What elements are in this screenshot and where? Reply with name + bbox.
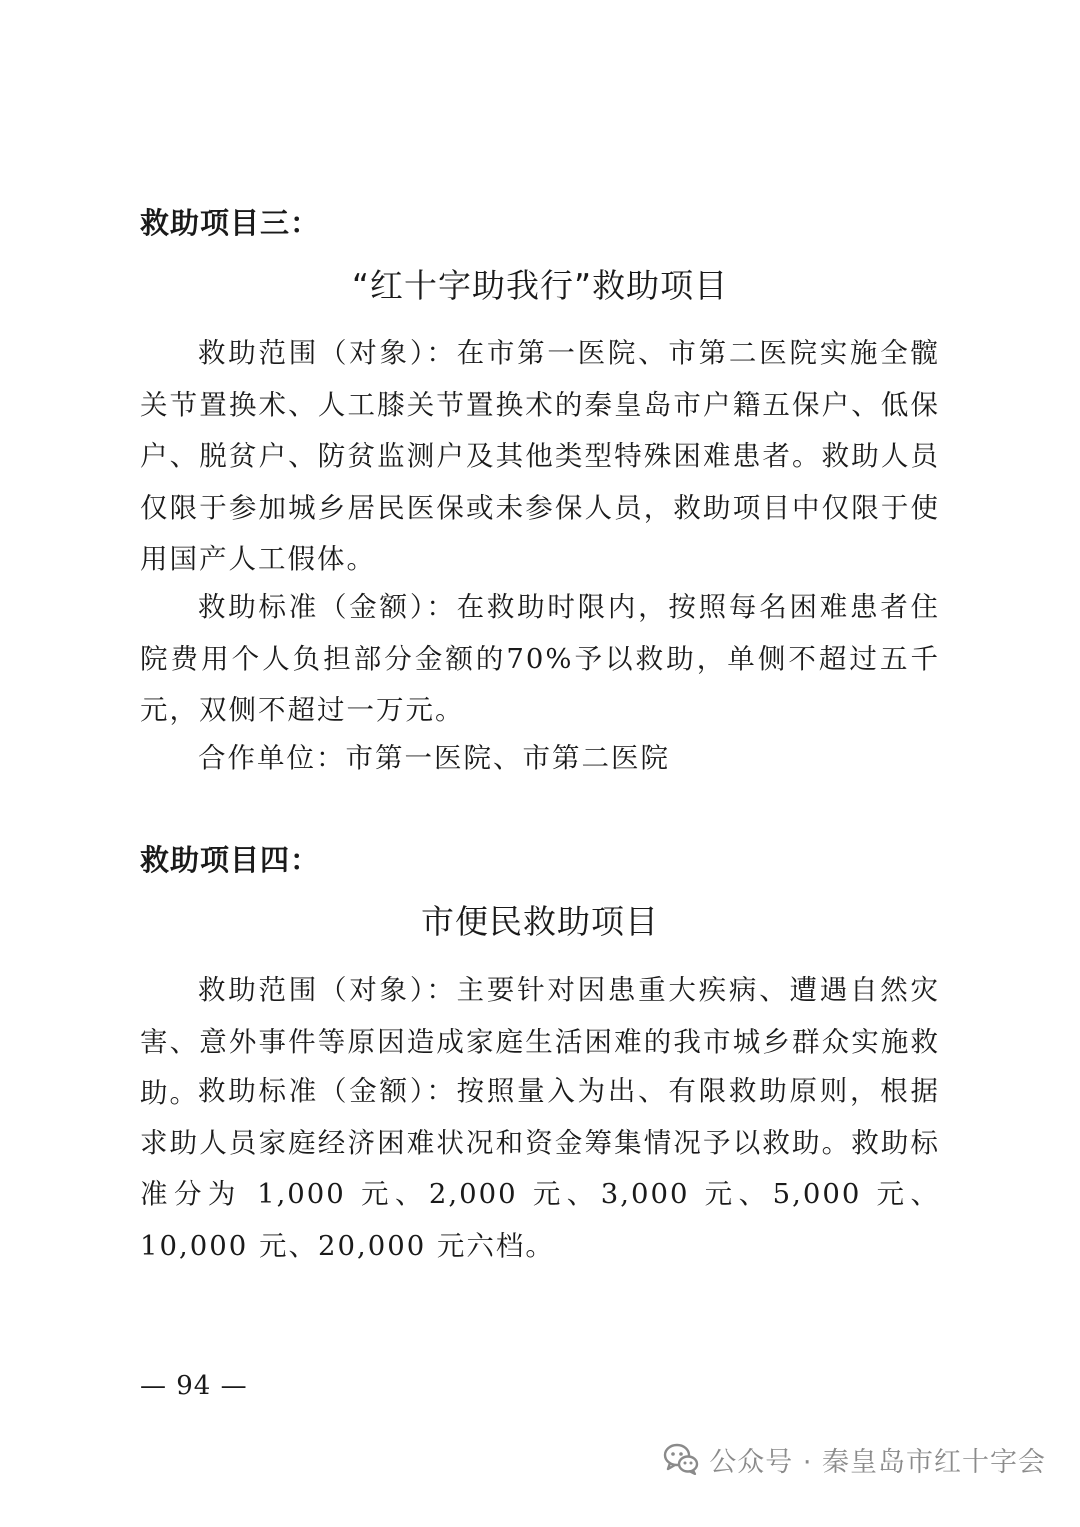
project3-scope: 救助范围（对象）：在市第一医院、市第二医院实施全髋关节置换术、人工膝关节置换术的秦皇岛市户籍五保户、低保户、脱贫户、防贫监测户及其他类型特殊困难患者。救助人员仅限于参加城乡居民医保或未参保人员，救助项目中仅限于使用国产人工假体。 xyxy=(140,337,940,575)
project4-standard: 救助标准（金额）：按照量入为出、有限救助原则，根据求助人员家庭经济困难状况和资金筹集情况予以救助。救助标准分为 1,000 元、2,000 元、3,000 元、5,000 元、10,000 元、20,000 元六档。 xyxy=(140,1075,940,1262)
project3-label: 救助项目三： xyxy=(140,206,321,240)
project3-partner: 合作单位：市第一医院、市第二医院 xyxy=(198,742,670,774)
project3-standard: 救助标准（金额）：在救助时限内，按照每名困难患者住院费用个人负担部分金额的70%予以救助，单侧不超过五千元，双侧不超过一万元。 xyxy=(140,591,940,726)
watermark-text: 公众号 · 秦皇岛市红十字会 xyxy=(709,1446,1046,1478)
project4-label: 救助项目四： xyxy=(140,843,321,877)
project4-scope: 救助范围（对象）：主要针对因患重大疾病、遭遇自然灾害、意外事件等原因造成家庭生活困难的我市城乡群众实施救助。 xyxy=(140,974,940,1109)
watermark xyxy=(663,1437,1046,1481)
project4-title: 市便民救助项目 xyxy=(421,902,659,941)
wechat-icon xyxy=(663,1443,699,1475)
project3-title: “红十字助我行”救助项目 xyxy=(351,266,729,305)
page-number: — 94 — xyxy=(140,1371,248,1401)
